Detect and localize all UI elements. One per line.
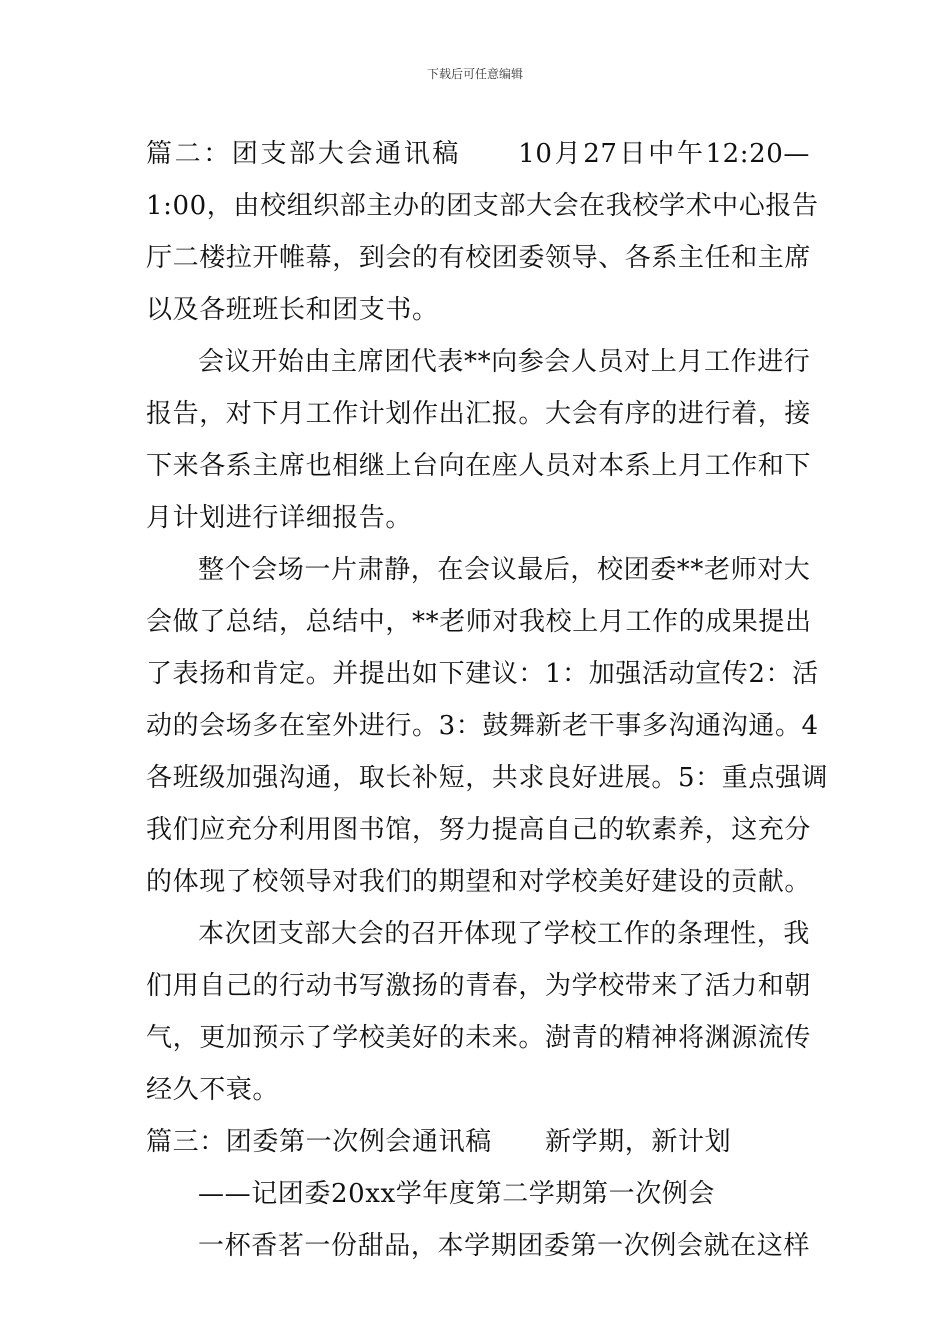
- text-line: 了表扬和肯定。并提出如下建议：1：加强活动宣传2：活: [146, 659, 819, 689]
- text-line: 我们应充分利用图书馆，努力提高自己的软素养，这充分: [146, 815, 812, 845]
- text-line: 们用自己的行动书写激扬的青春，为学校带来了活力和朝: [146, 971, 812, 1001]
- text-line: 篇二：团支部大会通讯稿 10月27日中午12:20—: [146, 139, 810, 169]
- text-line: ——记团委20xx学年度第二学期第一次例会: [198, 1179, 716, 1209]
- text-line: 会做了总结，总结中，**老师对我校上月工作的成果提出: [146, 607, 812, 637]
- text-line: 厅二楼拉开帷幕，到会的有校团委领导、各系主任和主席: [146, 243, 812, 273]
- text-line: 动的会场多在室外进行。3：鼓舞新老干事多沟通沟通。4: [146, 711, 819, 741]
- text-line: 月计划进行详细报告。: [146, 503, 413, 533]
- text-line: 一杯香茗一份甜品，本学期团委第一次例会就在这样: [198, 1231, 810, 1261]
- text-line: 报告，对下月工作计划作出汇报。大会有序的进行着，接: [146, 399, 812, 429]
- text-line: 经久不衰。: [146, 1075, 280, 1105]
- document-body: [146, 128, 829, 1272]
- text-line: 1:00，由校组织部主办的团支部大会在我校学术中心报告: [146, 191, 819, 221]
- text-line: 篇三：团委第一次例会通讯稿 新学期，新计划: [146, 1127, 732, 1157]
- text-line: 以及各班班长和团支书。: [146, 295, 439, 325]
- text-line: 气，更加预示了学校美好的未来。澍青的精神将渊源流传: [146, 1023, 812, 1053]
- text-line: 本次团支部大会的召开体现了学校工作的条理性，我: [198, 919, 810, 949]
- text-line: 会议开始由主席团代表**向参会人员对上月工作进行: [198, 347, 811, 377]
- text-line: 各班级加强沟通，取长补短，共求良好进展。5：重点强调: [146, 763, 829, 793]
- text-line: 整个会场一片肃静，在会议最后，校团委**老师对大: [198, 555, 811, 585]
- text-line: 的体现了校领导对我们的期望和对学校美好建设的贡献。: [146, 867, 812, 897]
- text-line: 下来各系主席也相继上台向在座人员对本系上月工作和下: [146, 451, 812, 481]
- page-header-note: 下载后可任意编辑: [426, 67, 523, 81]
